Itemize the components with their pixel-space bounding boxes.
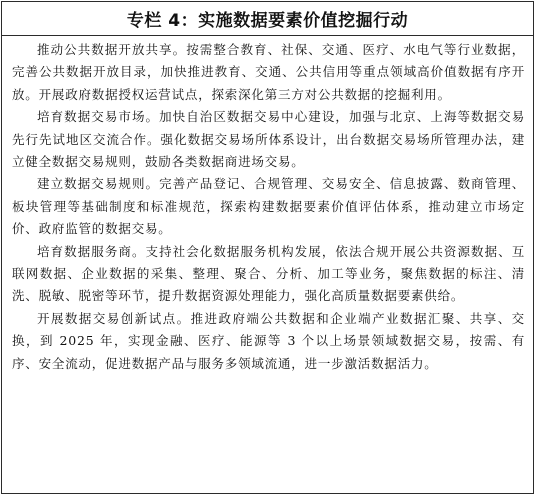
paragraph-data-trading-market: 培育数据交易市场。加快自治区数据交易中心建设，加强与北京、上海等数据交易先行先试地区交流合作。强化数据交易场所体系设计，出台数据交易场所管理办法，建立健全数据交易规则，鼓励各类数据商进场交易。 [12, 109, 525, 170]
box-content [2, 36, 533, 375]
box-header [2, 2, 533, 36]
feature-box [1, 1, 534, 494]
paragraph-innovation-pilots: 开展数据交易创新试点。推进政府端公共数据和企业端产业数据汇聚、共享、交换，到 2025 年，实现金融、医疗、能源等 3 个以上场景领域数据交易，按需、有序、安全流动，促进数据产品与服务多领域流通，进一步激活数据活力。 [12, 310, 525, 371]
box-title: 专栏 4：实施数据要素价值挖掘行动 [126, 11, 409, 31]
paragraph-data-trading-rules: 建立数据交易规则。完善产品登记、合规管理、交易安全、信息披露、数商管理、板块管理等基础制度和标准规范，探索构建数据要素价值评估体系，推动建立市场定价、政府监管的数据交易。 [12, 176, 525, 237]
paragraph-open-public-data: 推动公共数据开放共享。按需整合教育、社保、交通、医疗、水电气等行业数据，完善公共数据开放目录，加快推进教育、交通、公共信用等重点领域高价值数据有序开放。开展政府数据授权运营试点，探索深化第三方对公共数据的挖掘利用。 [12, 42, 525, 102]
paragraph-data-service-providers: 培育数据服务商。支持社会化数据服务机构发展，依法合规开展公共资源数据、互联网数据、企业数据的采集、整理、聚合、分析、加工等业务，聚焦数据的标注、清洗、脱敏、脱密等环节，提升数据资源处理能力，强化高质量数据要素供给。 [12, 243, 525, 304]
